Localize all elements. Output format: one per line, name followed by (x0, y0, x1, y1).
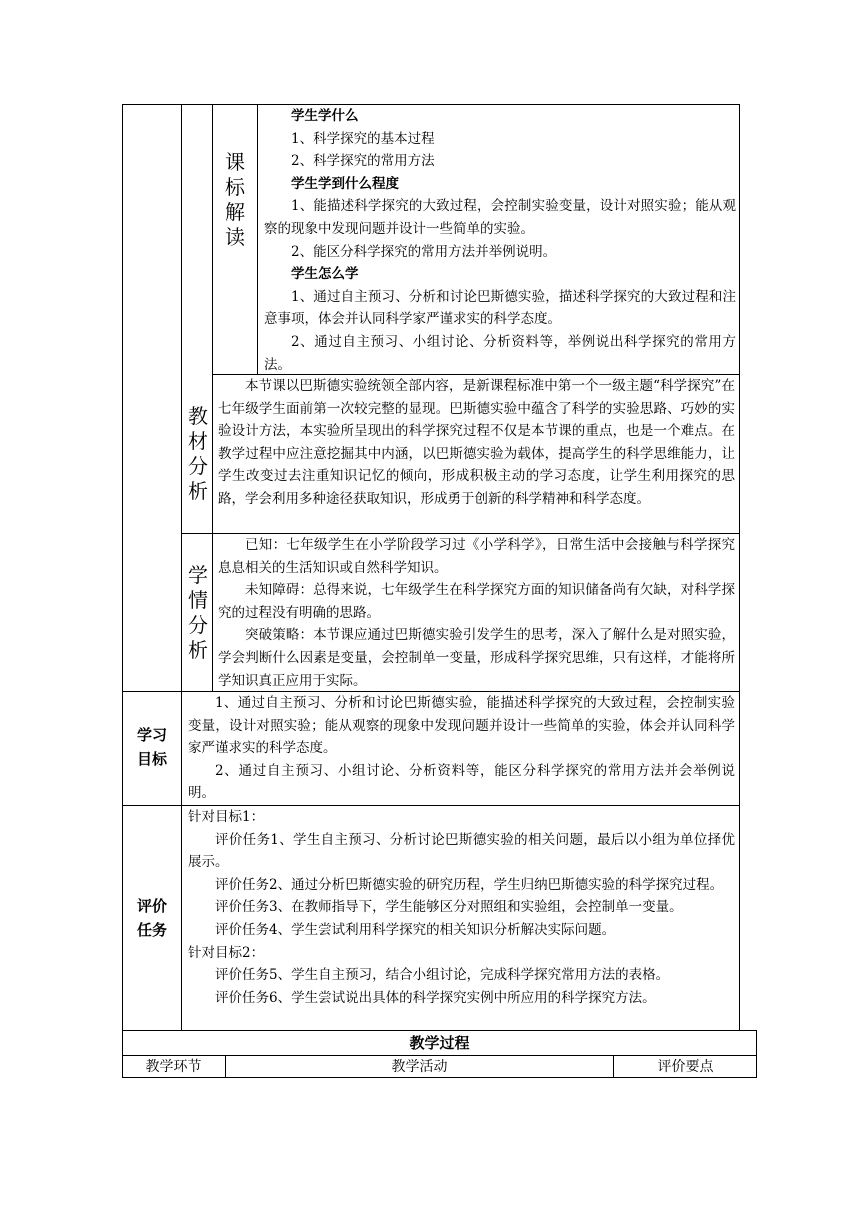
how-item: 2、通过自主预习、小组讨论、分析资料等，举例说出科学探究的常用方法。 (264, 333, 736, 373)
task-item: 评价任务2、通过分析巴斯德实验的研究历程，学生归纳巴斯德实验的科学探究过程。 (215, 876, 724, 893)
textbook-text (218, 375, 735, 511)
target-1-heading: 针对目标1： (188, 809, 265, 825)
col-divider-3 (257, 104, 258, 374)
degree-item: 2、能区分科学探究的常用方法并举例说明。 (291, 243, 557, 260)
learn-item: 1、科学探究的基本过程 (291, 130, 435, 147)
task-item: 评价任务6、学生尝试说出具体的科学探究实例中所应用的科学探究方法。 (215, 989, 656, 1006)
task-item: 评价任务5、学生自主预习，结合小组讨论，完成科学探究常用方法的表格。 (215, 967, 670, 984)
textbook-paragraph: 本节课以巴斯德实验统领全部内容，是新课程标准中第一个一级主题“科学探究”在七年级学生面前第一次较完整的显现。巴斯德实验中蕴含了科学的实验思路、巧妙的实验设计方法，本实验所呈现出的科学探究过程不仅是本节课的重点，也是一个难点。在教学过程中应注意挖掘其中内涵，以巴斯德实验为载体，提高学生的科学思维能力，让学生改变过去注重知识记忆的倾向，形成积极主动的学习态度，让学生利用探究的思路，学会利用多种途径获取知识，形成勇于创新的科学精神和科学态度。 (218, 378, 735, 507)
curriculum-label: 课 标 解 读 (225, 150, 245, 249)
goals-label: 学习 目标 (136, 726, 167, 768)
process-title: 教学过程 (409, 1034, 470, 1052)
task-item: 评价任务3、在教师指导下，学生能够区分对照组和实验组，会控制单一变量。 (215, 899, 683, 916)
task-item: 评价任务4、学生尝试利用科学探究的相关知识分析解决实际问题。 (215, 921, 616, 938)
goal-item: 2、通过自主预习、小组讨论、分析资料等，能区分科学探究的常用方法并会举例说明。 (188, 762, 735, 802)
process-col-stage: 教学环节 (145, 1059, 202, 1075)
learner-strategy: 突破策略：本节课应通过巴斯德实验引发学生的思考，深入了解什么是对照实验，学会判断什么因素是变量，会控制单一变量，形成科学探究思维，只有这样，才能将所学知识真正应用于实际。 (218, 627, 735, 689)
task-item: 评价任务1、学生自主预习、分析讨论巴斯德实验的相关问题，最后以小组为单位择优展示。 (188, 831, 735, 871)
how-item: 1、通过自主预习、分析和讨论巴斯德实验，描述科学探究的大致过程和注意事项，体会并认同科学家严谨求实的科学态度。 (264, 288, 736, 328)
curriculum-heading-what: 学生学什么 (291, 108, 359, 124)
degree-item: 1、能描述科学探究的大致过程，会控制实验变量，设计对照实验；能从观察的现象中发现问题并设计一些简单的实验。 (264, 198, 736, 237)
learner-known: 已知：七年级学生在小学阶段学习过《小学科学》，日常生活中会接触与科学探究息息相关的生活知识或自然科学知识。 (218, 537, 735, 576)
textbook-label: 教 材 分 析 (188, 404, 208, 503)
curriculum-heading-how: 学生怎么学 (291, 266, 359, 283)
target-2-heading: 针对目标2： (188, 944, 265, 961)
learner-label: 学 情 分 析 (188, 563, 208, 662)
tasks-label: 评价 任务 (136, 897, 167, 939)
tasks-text (188, 806, 735, 1009)
curriculum-heading-degree: 学生学到什么程度 (291, 175, 399, 192)
learner-text (218, 534, 735, 692)
goals-text (188, 692, 735, 805)
curriculum-text (264, 105, 736, 376)
goal-item: 1、通过自主预习、分析和讨论巴斯德实验，能描述科学探究的大致过程，会控制实验变量，设计对照实验；能从观察的现象中发现问题并设计一些简单的实验，体会并认同科学家严谨求实的科学态度。 (188, 695, 735, 757)
learn-item: 2、科学探究的常用方法 (291, 153, 435, 170)
col-divider-1 (181, 104, 182, 1031)
process-col-activity: 教学活动 (391, 1059, 448, 1075)
process-col-evaluation: 评价要点 (657, 1059, 714, 1075)
learner-obstacle: 未知障碍：总得来说，七年级学生在科学探究方面的知识储备尚有欠缺，对科学探究的过程没有明确的思路。 (218, 582, 735, 621)
